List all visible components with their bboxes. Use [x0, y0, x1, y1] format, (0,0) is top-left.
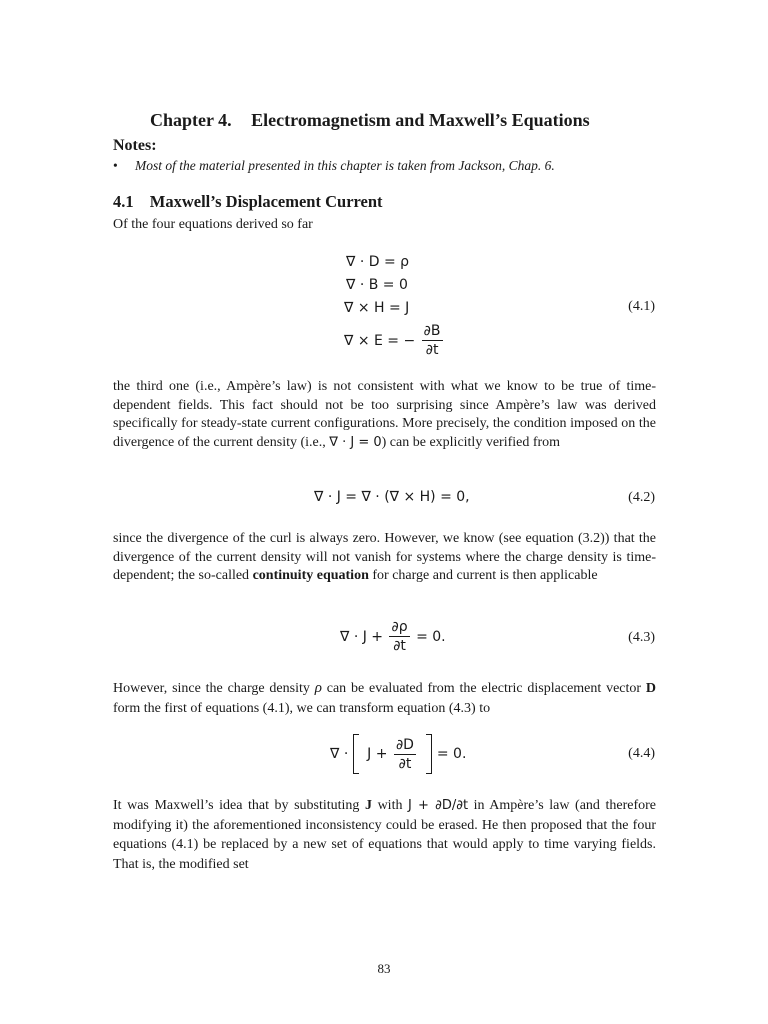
- notes-heading: Notes:: [113, 137, 157, 154]
- paragraph-ampere-inconsistency: [113, 378, 656, 452]
- equation-number-4-3: (4.3): [628, 630, 655, 645]
- paragraph-text-with: with: [377, 798, 403, 813]
- equation-4-1-line-3: ∇ × H = J: [344, 300, 410, 316]
- section-number: 4.1: [113, 192, 134, 211]
- paragraph-text-end: for charge and current is then applicable: [372, 568, 598, 583]
- note-text: Most of the material presented in this chapter is taken from Jackson, Chap. 6.: [135, 158, 555, 173]
- fraction-denominator: ∂t: [425, 342, 439, 358]
- paragraph-text-end: ) can be explicitly verified from: [381, 434, 561, 450]
- equation-4-4-lhs: ∇ ·: [330, 746, 349, 762]
- symbol-d: D: [645, 681, 657, 696]
- fraction-numerator: ∂D: [395, 736, 414, 753]
- paragraph-continuity: [113, 530, 656, 586]
- paragraph-text-end: form the first of equations (4.1), we can transform equation (4.3) to: [113, 701, 491, 716]
- inline-equation-substitution: J + ∂D/∂t: [408, 798, 469, 813]
- paragraph-displacement-vector: [113, 678, 656, 719]
- left-bracket: [353, 734, 359, 774]
- paragraph-text: It was Maxwell’s idea that by substituting: [113, 798, 360, 813]
- section-heading: [113, 192, 383, 212]
- equation-4-1-fraction: [422, 322, 443, 359]
- equation-4-2: ∇ · J = ∇ · (∇ × H) = 0,: [314, 489, 470, 505]
- equation-number-4-2: (4.2): [628, 490, 655, 505]
- equation-4-1-line-2: ∇ · B = 0: [346, 277, 408, 293]
- chapter-title: [150, 110, 670, 131]
- equation-number-4-4: (4.4): [628, 746, 655, 761]
- equation-number-4-1: (4.1): [628, 299, 655, 314]
- chapter-name: Electromagnetism and Maxwell’s Equations: [251, 110, 590, 130]
- fraction-denominator: ∂t: [398, 755, 412, 772]
- right-bracket: [426, 734, 432, 774]
- paragraph-text: since the divergence of the curl is always zero. However, we know (see equation (3.2)) that the divergence of the current density will not vanish for systems where the charge density is time-dependent; the so-called: [113, 531, 656, 583]
- fraction-numerator: ∂B: [423, 323, 441, 339]
- equation-4-3-rhs: = 0.: [416, 628, 446, 645]
- equation-4-4: [330, 734, 466, 774]
- section-title: Maxwell’s Displacement Current: [149, 192, 383, 211]
- symbol-rho: ρ: [314, 680, 322, 696]
- paragraph-text: the third one (i.e., Ampère’s law) is not consistent with what we know to be true of time-dependent fields. This fact should not be too surprising since Ampère’s law was derived specifically for steady-state current configurations. More precisely, the condition imposed on the divergence of the current density (i.e.,: [113, 379, 656, 450]
- inline-equation-div-j: ∇ · J = 0: [329, 434, 382, 450]
- symbol-j: J: [365, 798, 372, 813]
- page-number: 83: [377, 961, 391, 976]
- chapter-number: Chapter 4.: [150, 110, 232, 130]
- paragraph-text-mid: can be evaluated from the electric displacement vector: [326, 681, 642, 696]
- equation-4-1-line-4: [344, 322, 445, 359]
- equation-4-4-rhs: = 0.: [436, 746, 467, 762]
- equation-4-4-fraction: [394, 736, 416, 773]
- equation-4-1-line-1: ∇ · D = ρ: [346, 254, 410, 270]
- equation-4-3-lhs: ∇ · J +: [340, 628, 384, 645]
- paragraph-intro: Of the four equations derived so far: [113, 217, 313, 232]
- equation-4-4-inner: J +: [367, 746, 388, 762]
- notes-list-item: [113, 158, 673, 174]
- term-continuity-equation: continuity equation: [252, 568, 369, 583]
- fraction-numerator: ∂ρ: [391, 619, 408, 635]
- paragraph-text: However, since the charge density: [113, 681, 310, 696]
- equation-4-3-fraction: [389, 618, 409, 655]
- equation-4-3: [340, 618, 446, 655]
- equation-4-1-line-4-lhs: ∇ × E = −: [344, 332, 416, 349]
- paragraph-text-end: in Ampère’s law (and therefore modifying it) the aforementioned inconsistency could be erased. He then proposed that the four equations (4.1) be replaced by a new set of equations that would apply to time varying fields. That is, the modified set: [113, 798, 657, 872]
- paragraph-maxwell-idea: [113, 796, 656, 874]
- bullet-icon: •: [113, 158, 118, 173]
- fraction-denominator: ∂t: [393, 638, 406, 654]
